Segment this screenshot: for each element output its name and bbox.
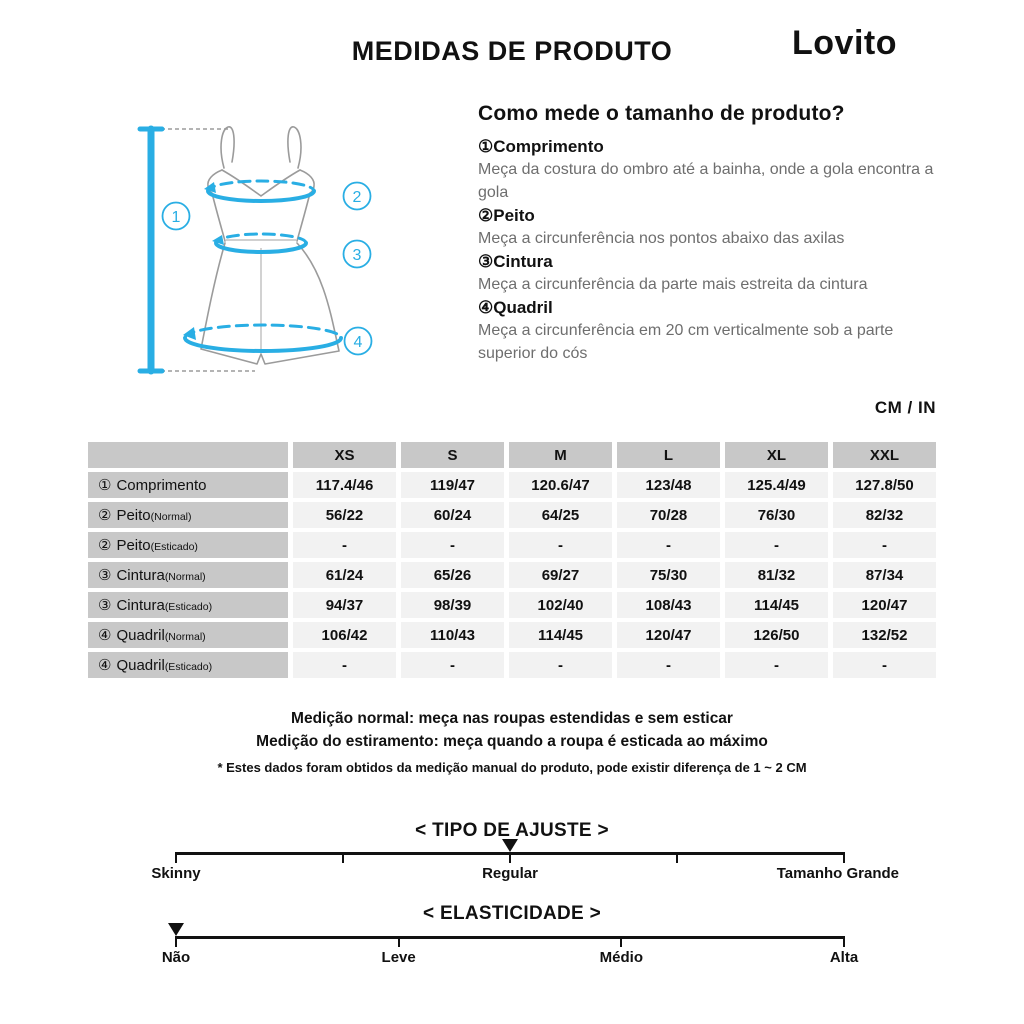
- col-header-s: S: [401, 442, 504, 468]
- waist-measure-ring: [212, 234, 306, 252]
- size-value: 106/42: [293, 622, 396, 648]
- stretch-scale-labels: [161, 949, 859, 969]
- size-value: -: [833, 652, 936, 678]
- row-variant: (Normal): [164, 630, 206, 643]
- size-value: 120.6/47: [509, 472, 612, 498]
- size-value: -: [725, 532, 828, 558]
- fit-label-skinny: Skinny: [151, 865, 201, 882]
- size-value: -: [617, 652, 720, 678]
- size-value: 81/32: [725, 562, 828, 588]
- row-measure-name: Cintura: [116, 566, 165, 584]
- guide-item-cintura: [478, 250, 938, 296]
- guide-item-title: ④Quadril: [478, 298, 553, 317]
- size-value: 117.4/46: [293, 472, 396, 498]
- row-measure-name: Comprimento: [116, 476, 207, 494]
- row-number: ③: [98, 567, 112, 584]
- brand-logo: Lovito: [792, 24, 897, 62]
- size-value: 132/52: [833, 622, 936, 648]
- col-header-xl: XL: [725, 442, 828, 468]
- stretch-label-nao: Não: [161, 949, 191, 966]
- guide-item-title: ②Peito: [478, 206, 535, 225]
- row-measure-name: Cintura: [116, 596, 165, 614]
- size-value: -: [617, 532, 720, 558]
- size-value: 76/30: [725, 502, 828, 528]
- row-number: ②: [98, 507, 112, 524]
- row-variant: (Esticado): [164, 660, 213, 673]
- guide-item-title: ①Comprimento: [478, 137, 604, 156]
- units-label: CM / IN: [874, 398, 936, 417]
- row-measure-name: Peito: [116, 536, 151, 554]
- size-value: 69/27: [509, 562, 612, 588]
- col-header-xxl: XXL: [833, 442, 936, 468]
- fit-scale-title: < TIPO DE AJUSTE >: [415, 820, 609, 841]
- size-value: -: [725, 652, 828, 678]
- row-variant: (Esticado): [150, 540, 198, 553]
- chest-measure-ring: [204, 181, 314, 201]
- size-value: 120/47: [833, 592, 936, 618]
- size-value: 98/39: [401, 592, 504, 618]
- callout-length: [163, 203, 190, 230]
- stretch-scale-title: < ELASTICIDADE >: [423, 903, 601, 924]
- guide-item-comprimento: [478, 135, 938, 204]
- fit-label-tamanho-grande: Tamanho Grande: [776, 865, 900, 882]
- row-number: ④: [98, 657, 112, 674]
- size-value: -: [401, 652, 504, 678]
- measure-guide: [478, 102, 938, 365]
- fit-scale-marker: [502, 839, 518, 852]
- size-value: -: [509, 532, 612, 558]
- size-value: 70/28: [617, 502, 720, 528]
- guide-heading: Como mede o tamanho de produto?: [478, 102, 845, 125]
- col-header-m: M: [509, 442, 612, 468]
- svg-text:4: 4: [353, 334, 363, 351]
- row-measure-name: Peito: [116, 506, 151, 524]
- size-value: 75/30: [617, 562, 720, 588]
- svg-text:1: 1: [171, 209, 181, 226]
- row-variant: (Normal): [150, 510, 192, 523]
- guide-item-desc: Meça a circunferência em 20 cm verticalmente sob a parte superior do cós: [478, 322, 894, 362]
- note-stretch: Medição do estiramento: meça quando a roupa é esticada ao máximo: [256, 733, 768, 750]
- guide-item-desc: Meça a circunferência da parte mais estreita da cintura: [478, 276, 868, 293]
- stretch-scale-line: [176, 936, 844, 939]
- col-header-xs: XS: [293, 442, 396, 468]
- size-value: -: [401, 532, 504, 558]
- table-corner-cell: [88, 442, 288, 468]
- size-value: -: [293, 652, 396, 678]
- stretch-label-leve: Leve: [381, 949, 416, 966]
- size-value: 127.8/50: [833, 472, 936, 498]
- size-value: 61/24: [293, 562, 396, 588]
- size-value: 56/22: [293, 502, 396, 528]
- size-value: -: [833, 532, 936, 558]
- row-number: ①: [98, 477, 112, 494]
- fit-scale-line: [176, 852, 844, 855]
- guide-item-peito: [478, 204, 938, 250]
- size-value: 65/26: [401, 562, 504, 588]
- size-value: 119/47: [401, 472, 504, 498]
- row-variant: (Normal): [164, 570, 206, 583]
- guide-item-desc: Meça da costura do ombro até a bainha, onde a gola encontra a gola: [478, 161, 934, 201]
- size-value: 110/43: [401, 622, 504, 648]
- size-value: 125.4/49: [725, 472, 828, 498]
- fit-label-regular: Regular: [482, 865, 538, 882]
- size-value: 64/25: [509, 502, 612, 528]
- size-value: 87/34: [833, 562, 936, 588]
- size-value: 60/24: [401, 502, 504, 528]
- guide-item-quadril: [478, 296, 938, 365]
- row-label: [88, 652, 288, 678]
- size-value: 82/32: [833, 502, 936, 528]
- callout-waist: [344, 241, 371, 268]
- row-label: [88, 532, 288, 558]
- note-normal: Medição normal: meça nas roupas estendidas e sem esticar: [291, 710, 733, 727]
- svg-text:2: 2: [352, 189, 362, 206]
- fit-scale-labels: [151, 865, 900, 885]
- row-measure-name: Quadril: [116, 626, 165, 644]
- stretch-label-alta: Alta: [829, 949, 859, 966]
- note-disclaimer: * Estes dados foram obtidos da medição manual do produto, pode existir diferença de 1 ~ 2 CM: [217, 760, 807, 775]
- row-label: [88, 562, 288, 588]
- size-value: 102/40: [509, 592, 612, 618]
- row-label: [88, 502, 288, 528]
- size-value: 123/48: [617, 472, 720, 498]
- size-value: 120/47: [617, 622, 720, 648]
- measurement-notes: [0, 707, 1024, 775]
- size-value: 108/43: [617, 592, 720, 618]
- size-value: 94/37: [293, 592, 396, 618]
- page-title: MEDIDAS DE PRODUTO: [351, 36, 673, 66]
- guide-item-title: ③Cintura: [478, 252, 553, 271]
- size-value: -: [293, 532, 396, 558]
- row-variant: (Esticado): [164, 600, 213, 613]
- size-table: [88, 442, 936, 678]
- callout-chest: [344, 183, 371, 210]
- row-number: ②: [98, 537, 112, 554]
- callout-hip: [345, 328, 372, 355]
- size-value: 114/45: [509, 622, 612, 648]
- stretch-label-medio: Médio: [599, 949, 644, 966]
- stretch-scale-marker: [168, 923, 184, 936]
- svg-text:3: 3: [352, 247, 362, 264]
- row-label: [88, 592, 288, 618]
- row-number: ④: [98, 627, 112, 644]
- size-value: 126/50: [725, 622, 828, 648]
- row-label: [88, 622, 288, 648]
- row-measure-name: Quadril: [116, 656, 165, 674]
- size-value: 114/45: [725, 592, 828, 618]
- size-value: -: [509, 652, 612, 678]
- row-label: [88, 472, 288, 498]
- guide-item-desc: Meça a circunferência nos pontos abaixo das axilas: [478, 230, 845, 247]
- col-header-l: L: [617, 442, 720, 468]
- garment-diagram: [128, 112, 440, 404]
- hip-measure-ring: [183, 325, 341, 351]
- row-number: ③: [98, 597, 112, 614]
